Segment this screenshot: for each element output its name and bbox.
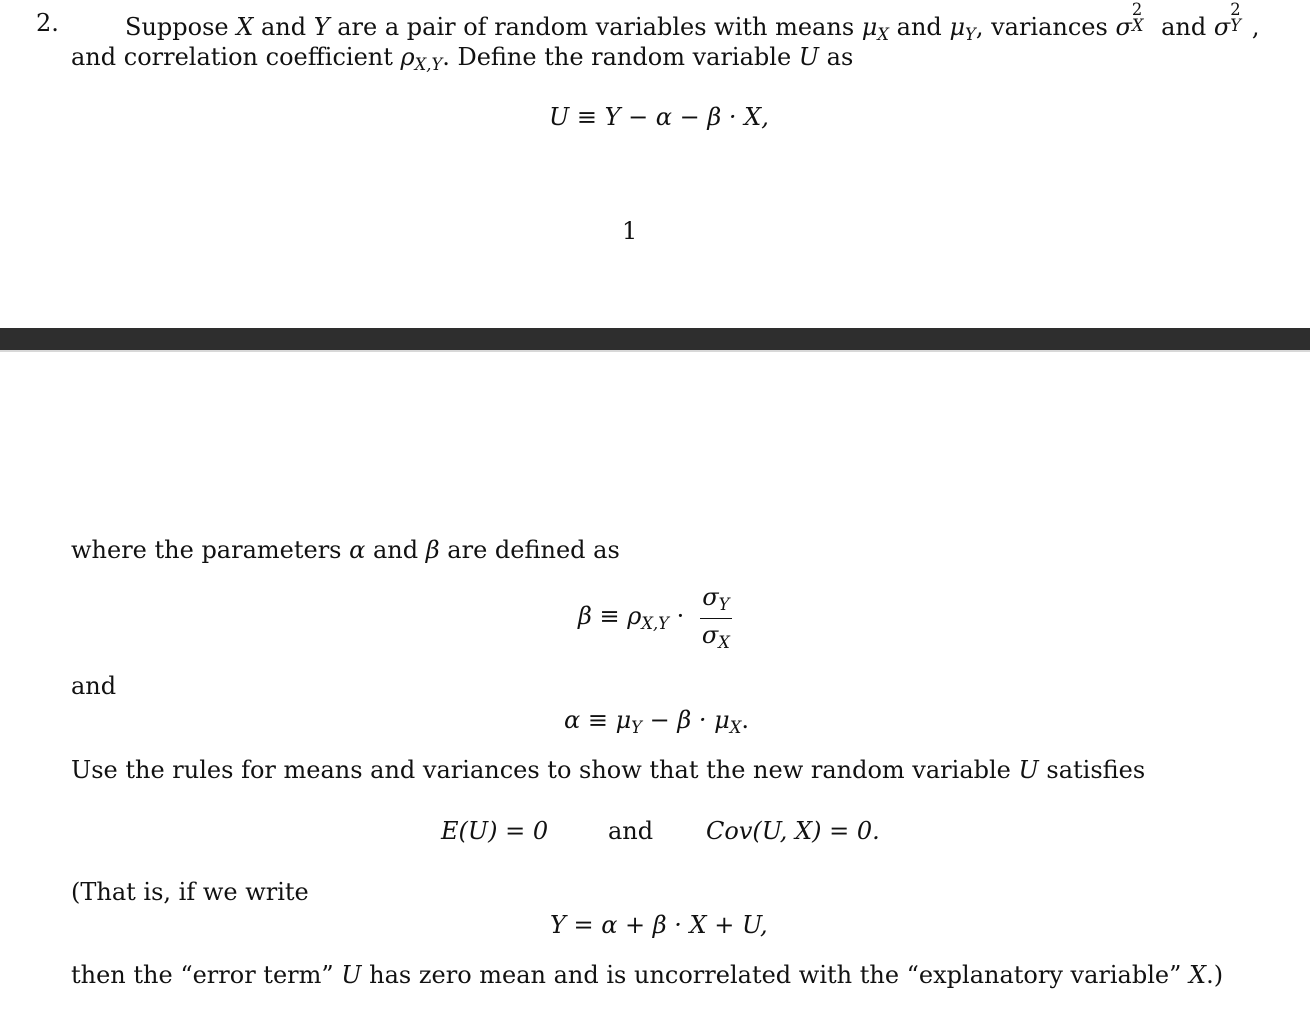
- equation-covariance: Cov(U, X) = 0.: [706, 817, 880, 845]
- intro-line-1: Suppose X and Y are a pair of random variables with means $\mu_X$ and $\mu_Y$, variances σ 2 X and σ 2 Y ,: [125, 0, 1260, 45]
- page-break-shadow: [0, 350, 1310, 352]
- equation-beta: $\beta \equiv \rho_{X,Y}$ · $\frac{\sigma_Y}{\sigma_X}$: [578, 583, 730, 653]
- equation-expected-value: E(U) = 0: [441, 817, 549, 845]
- equation-alpha: $\alpha \equiv \mu_Y - \beta \cdot \mu_X$.: [564, 706, 749, 738]
- task-text: Use the rules for means and variances to show that the new random variable U satisfies: [71, 756, 1146, 784]
- intro-line-2: and correlation coefficient $\rho_{X,Y}$. Define the random variable U as: [71, 43, 854, 75]
- sigma-fraction: $\frac{\sigma_Y}{\sigma_X}$: [701, 583, 730, 653]
- remark-line-2: then the “error term” U has zero mean and is uncorrelated with the “explanatory variable” X.): [71, 961, 1224, 989]
- equation-regression: Y = α + β · X + U,: [550, 911, 768, 939]
- page-number: 1: [622, 217, 638, 245]
- params-intro-text: where the parameters α and β are defined as: [71, 536, 620, 564]
- page-break-divider: [0, 328, 1310, 350]
- equation-u-definition: U ≡ Y − α − β · X,: [549, 103, 769, 131]
- and-label: and: [71, 672, 117, 700]
- equation-and-label: and: [608, 817, 654, 845]
- problem-number: 2.: [36, 9, 59, 37]
- remark-line-1: (That is, if we write: [71, 878, 309, 906]
